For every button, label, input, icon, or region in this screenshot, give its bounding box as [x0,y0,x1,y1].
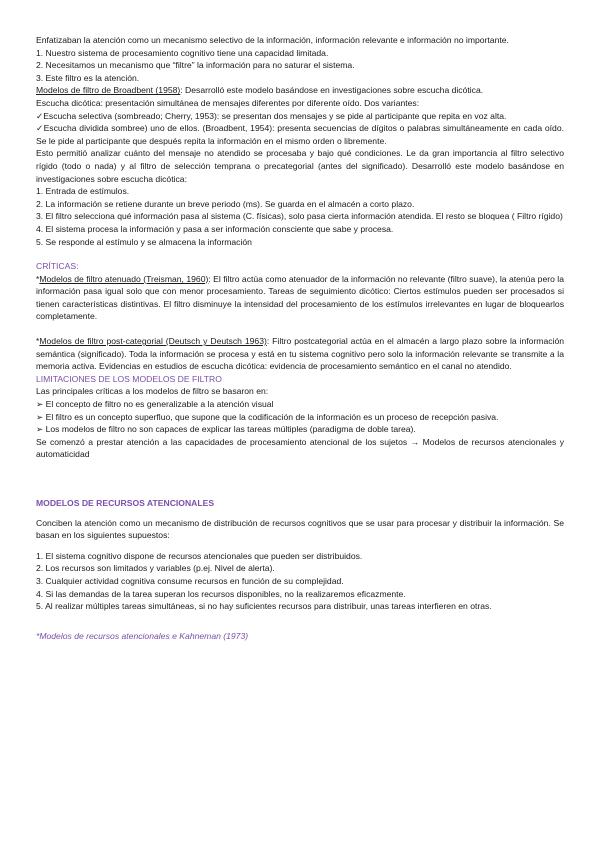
deutsch-title: Modelos de filtro post-categorial (Deutsch y Deutsch 1963) [39,336,267,347]
list-item: 1. Nuestro sistema de procesamiento cognitivo tiene una capacidad limitada. [36,47,329,58]
limitaciones-conclusion: Se comenzó a prestar atención a las capacidades de procesamiento atencional de los sujetos → Modelos de recursos atencionales y automaticidad [36,436,564,460]
dichotic-variant-selective: ✓Escucha selectiva (sombreado; Cherry, 1953): se presentan dos mensajes y se pide al participante que repita en voz alta. [36,110,507,121]
deutsch-paragraph [36,335,564,373]
treisman-paragraph [36,273,564,323]
step-item: 4. El sistema procesa la información y pasa a ser información consciente que sabe y procesa. [36,223,394,234]
broadbent-paragraph [36,84,564,97]
broadbent-explanation: Esto permitió analizar cuánto del mensaje no atendido se procesaba y bajo qué condiciones. Le da gran importancia al filtro selectivo rígido (todo o nada) y al filtro de selección temprana o precategorial (antes del significado). Desarrolló este modelo basándose en investigaciones sobre escucha dicótica: [36,148,564,184]
recursos-heading: MODELOS DE RECURSOS ATENCIONALES [36,498,215,508]
limitaciones-intro: Las principales críticas a los modelos de filtro se basaron en: [36,386,269,397]
treisman-title: Modelos de filtro atenuado (Treisman, 1960) [39,273,209,284]
resource-item: 1. El sistema cognitivo dispone de recursos atencionales que pueden ser distribuidos. [36,550,363,561]
list-item: 2. Necesitamos un mecanismo que “filtre” la información para no saturar el sistema. [36,60,355,71]
step-item: 2. La información se retiene durante un breve periodo (ms). Se guarda en el almacén a corto plazo. [36,198,415,209]
step-item: 1. Entrada de estímulos. [36,186,130,197]
broadbent-title: Modelos de filtro de Broadbent (1958) [36,85,181,96]
resource-item: 2. Los recursos son limitados y variables (p.ej. Nivel de alerta). [36,563,275,574]
step-item: 5. Se responde al estímulo y se almacena la información [36,236,252,247]
resource-item: 4. Si las demandas de la tarea superan los recursos disponibles, no la realizaremos eficazmente. [36,588,406,599]
treisman-text: : El filtro actúa como atenuador de la información no relevante (filtro suave), la atenúa pero la información pasa igual solo que con menor procesamiento. Tareas de seguimiento dicótico: Ciertos estímulos pueden ser procesados si tienen características distintivas. El filtro disminuye la intensidad del procesamiento de los estímulos irrelevantes en lugar de bloquearlos completamente. [36,273,564,322]
asterisk: * [36,336,40,347]
asterisk: * [36,273,40,284]
limitation-item: ➢ Los modelos de filtro no son capaces de explicar las tareas múltiples (paradigma de doble tarea). [36,424,416,435]
resource-item: 3. Cualquier actividad cognitiva consume recursos en función de su complejidad. [36,575,344,586]
deutsch-text: : Filtro postcategorial actúa en el almacén a largo plazo sobre la información semántica (significado). Toda la información se procesa y está en tu sistema cognitivo pero solo la información relevante se transmite a la memoria activa. Evidencias en estudios de escucha dicótica: evidencia de procesamiento semántico en el canal no atendido. [36,336,565,372]
intro-paragraph: Enfatizaban la atención como un mecanismo selectivo de la información, información relevante e información no importante. [36,35,509,45]
limitation-item: ➢ El filtro es un concepto superfluo, que supone que la codificación de la información es un proceso de recepción pasiva. [36,411,499,422]
criticas-heading: CRÍTICAS: [36,261,79,272]
limitation-item: ➢ El concepto de filtro no es generalizable a la atención visual [36,399,274,410]
broadbent-text: : Desarrolló este modelo basándose en investigaciones sobre escucha dicótica. [180,85,484,96]
resource-item: 5. Al realizar múltiples tareas simultáneas, si no hay suficientes recursos para distribuir, unas tareas interfieren en otras. [36,601,492,612]
list-item: 3. Este filtro es la atención. [36,72,140,83]
dichotic-definition: Escucha dicótica: presentación simultánea de mensajes diferentes por diferente oído. Dos variantes: [36,97,420,108]
recursos-intro: Conciben la atención como un mecanismo de distribución de recursos cognitivos que se usar para procesar y distribuir la información. Se basan en los siguientes supuestos: [36,517,564,541]
kahneman-reference: *Modelos de recursos atencionales e Kahneman (1973) [36,630,249,641]
step-item: 3. El filtro selecciona qué información pasa al sistema (C. físicas), solo pasa cierta información atendida. El resto se bloquea ( Filtro rígido) [36,211,563,222]
limitaciones-heading: LIMITACIONES DE LOS MODELOS DE FILTRO [36,373,222,384]
document-page [36,34,564,642]
dichotic-variant-divided: ✓Escucha dividida sombree) uno de ellos. (Broadbent, 1954): presenta secuencias de dígitos o palabras simultáneamente en cada oído. Se le pide al participante que después repita la información en el mismo orden o libremente. [36,123,564,146]
